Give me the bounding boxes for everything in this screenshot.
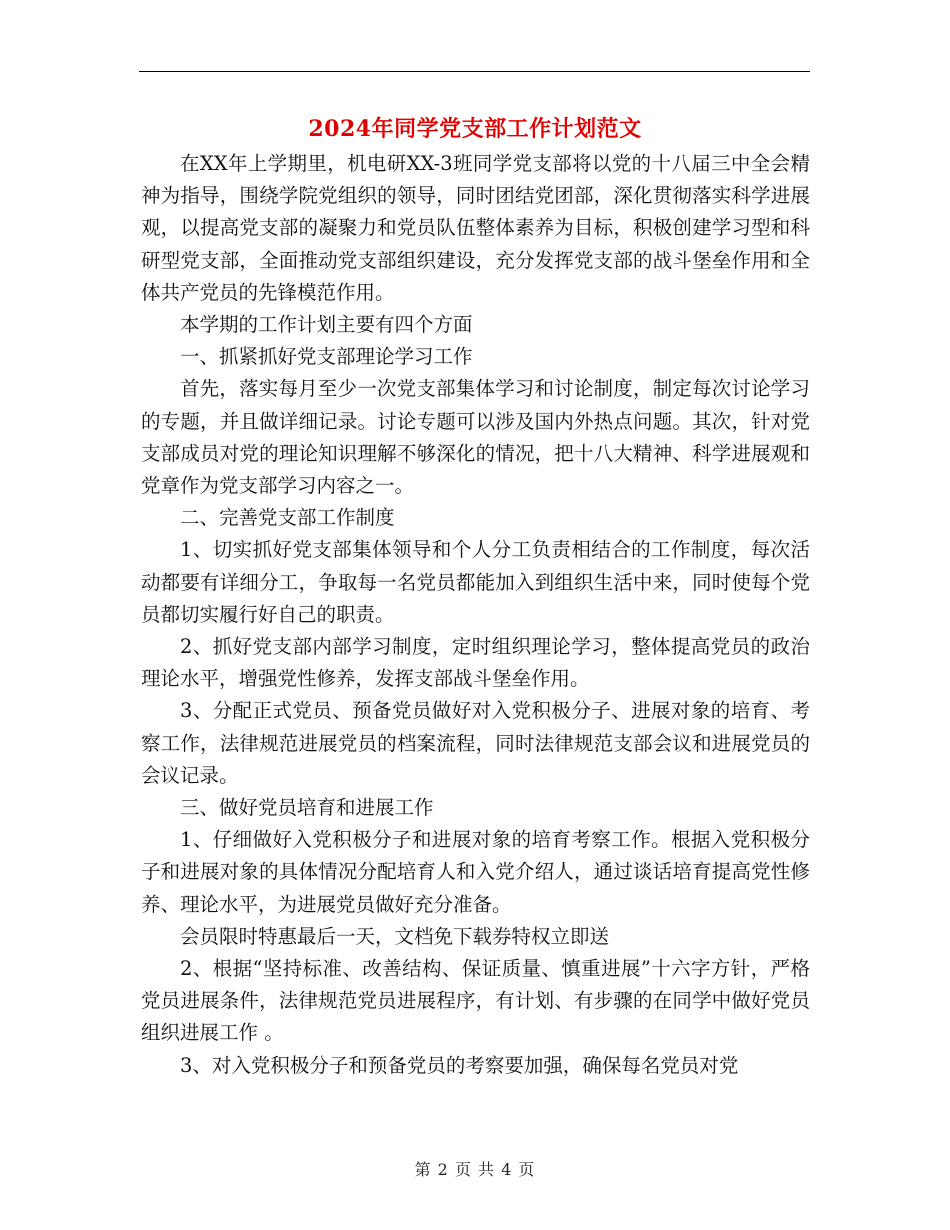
document-body bbox=[141, 148, 810, 1082]
promo-line: 会员限时特惠最后一天，文档免下载券特权立即送 bbox=[180, 924, 610, 948]
paragraph-section-2-item-1: 1、切实抓好党支部集体领导和个人分工负责相结合的工作制度，每次活动都要有详细分工，争取每一名党员都能加入到组织生活中来，同时使每个党员都切实履行好自己的职责。 bbox=[141, 538, 810, 626]
paragraph-section-2-item-2: 2、抓好党支部内部学习制度，定时组织理论学习，整体提高党员的政治理论水平，增强党性修养，发挥支部战斗堡垒作用。 bbox=[141, 635, 810, 691]
paragraph-plan-overview: 本学期的工作计划主要有四个方面 bbox=[180, 313, 473, 337]
paragraph-intro: 在XX年上学期里，机电研XX-3班同学党支部将以党的十八届三中全会精神为指导，围绕学院党组织的领导，同时团结党团部，深化贯彻落实科学进展观，以提高党支部的凝聚力和党员队伍整体素养为目标，积极创建学习型和科研型党支部，全面推动党支部组织建设，充分发挥党支部的战斗堡垒作用和全体共产党员的先锋模范作用。 bbox=[141, 152, 810, 304]
page-footer: 第 2 页 共 4 页 bbox=[414, 1160, 536, 1179]
paragraph-section-3-item-3: 3、对入党积极分子和预备党员的考察要加强，确保每名党员对党 bbox=[180, 1053, 739, 1077]
paragraph-section-1: 首先，落实每月至少一次党支部集体学习和讨论制度，制定每次讨论学习的专题，并且做详细记录。讨论专题可以涉及国内外热点问题。其次，针对党支部成员对党的理论知识理解不够深化的情况，把十八大精神、科学进展观和党章作为党支部学习内容之一。 bbox=[141, 377, 810, 498]
paragraph-section-3-item-2: 2、根据“坚持标准、改善结构、保证质量、慎重进展”十六字方针，严格党员进展条件，法律规范党员进展程序，有计划、有步骤的在同学中做好党员组织进展工作 。 bbox=[141, 957, 810, 1045]
section-heading-2: 二、完善党支部工作制度 bbox=[180, 506, 395, 530]
paragraph-section-3-item-1: 1、仔细做好入党积极分子和进展对象的培育考察工作。根据入党积极分子和进展对象的具体情况分配培育人和入党介绍人，通过谈话培育提高党性修养、理论水平，为进展党员做好充分准备。 bbox=[141, 828, 810, 916]
section-heading-3: 三、做好党员培育和进展工作 bbox=[180, 796, 434, 820]
paragraph-section-2-item-3: 3、分配正式党员、预备党员做好对入党积极分子、进展对象的培育、考察工作，法律规范进展党员的档案流程，同时法律规范支部会议和进展党员的会议记录。 bbox=[141, 699, 810, 787]
header-rule bbox=[139, 71, 810, 72]
document-title: 2024年同学党支部工作计划范文 bbox=[308, 116, 642, 142]
section-heading-1: 一、抓紧抓好党支部理论学习工作 bbox=[180, 345, 473, 369]
